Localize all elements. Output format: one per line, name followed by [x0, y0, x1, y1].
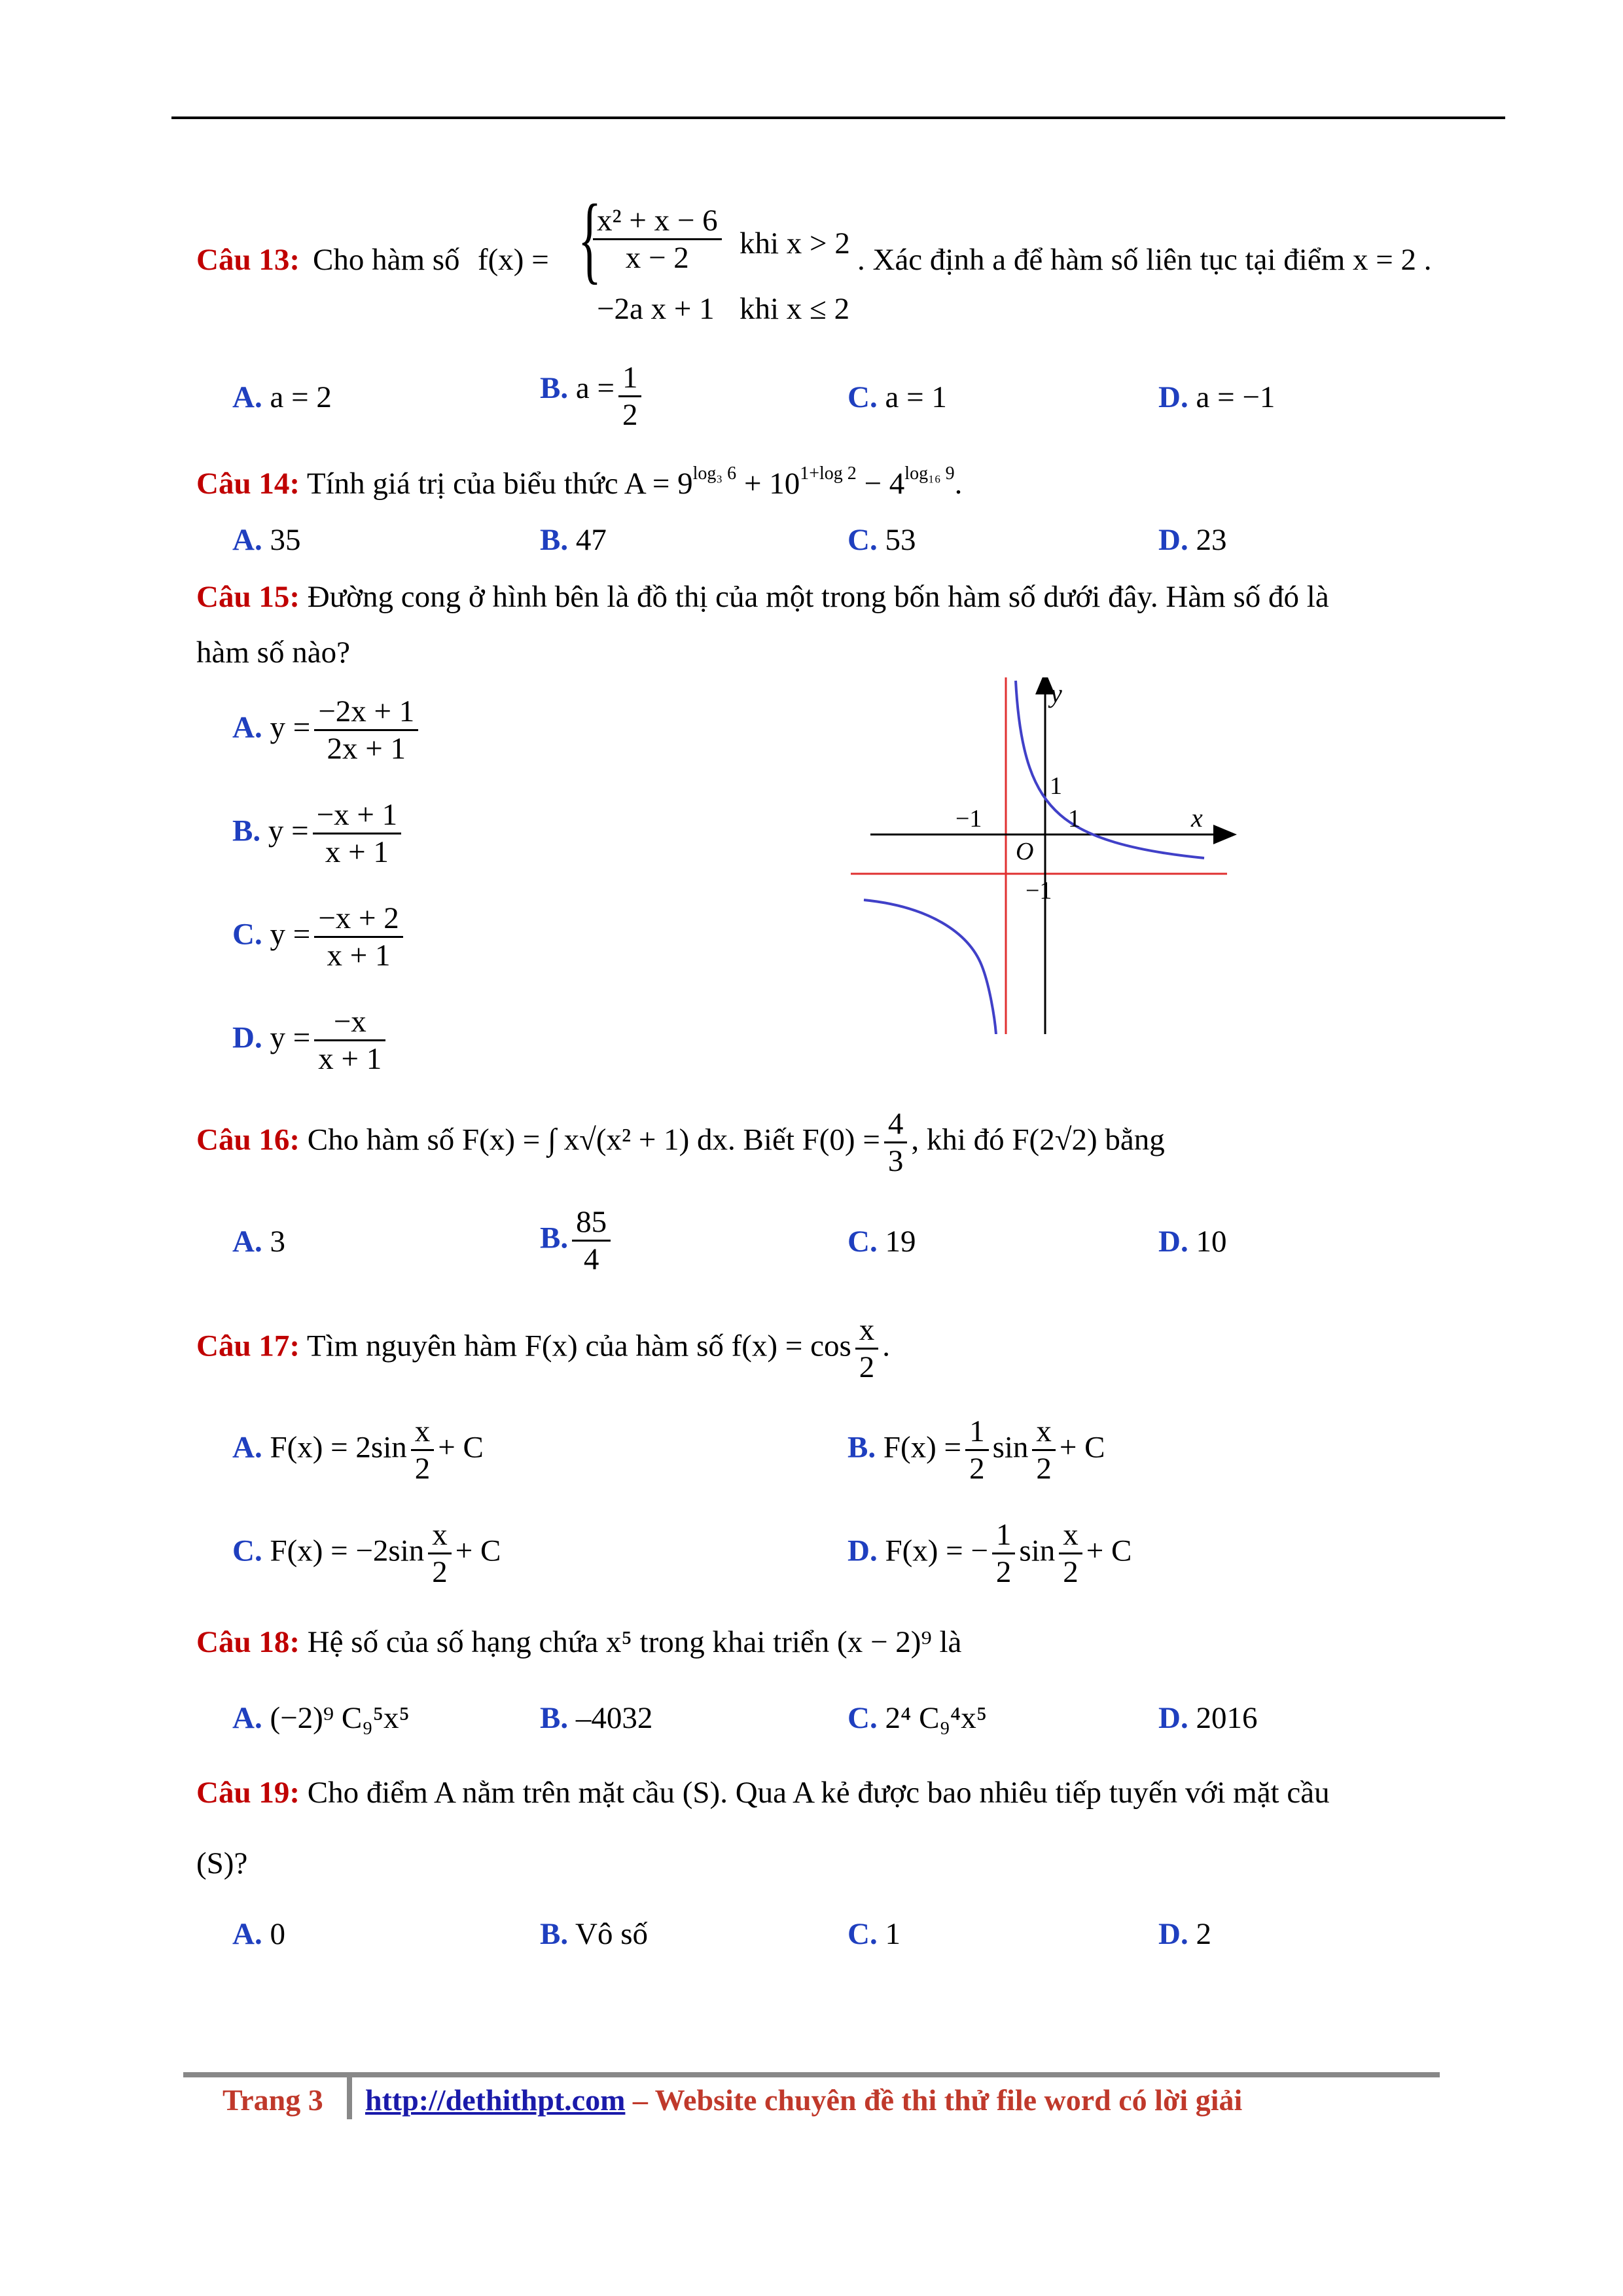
option-c[interactable]	[232, 1517, 501, 1590]
question-label: Câu 19:	[196, 1776, 300, 1810]
option-b[interactable]	[540, 1700, 652, 1736]
option-a[interactable]	[232, 1414, 484, 1486]
option-label: B.	[540, 523, 569, 557]
fraction-numerator: 1	[992, 1517, 1016, 1554]
fraction-denominator: 2	[995, 1555, 1012, 1590]
question-label: Câu 14:	[196, 467, 300, 501]
fraction-denominator: 2x + 1	[327, 732, 406, 766]
option-text: 47	[575, 523, 607, 557]
expression-end: .	[954, 467, 963, 501]
fraction-numerator: x	[1032, 1414, 1056, 1451]
option-text: 35	[270, 523, 301, 557]
option-text: 1	[885, 1917, 901, 1951]
fraction-numerator: x	[855, 1312, 879, 1350]
option-a[interactable]	[232, 522, 300, 558]
fraction-numerator: −x + 2	[314, 901, 403, 938]
question-label: Câu 16:	[196, 1122, 300, 1157]
option-label: A.	[232, 1917, 262, 1951]
option-label: B.	[540, 1221, 569, 1255]
option-text: 3	[270, 1225, 285, 1259]
question-16	[196, 1106, 1165, 1179]
option-d[interactable]	[1158, 522, 1226, 558]
question-19-line2: (S)?	[196, 1846, 248, 1880]
curve-left-branch	[864, 900, 996, 1034]
option-text: F(x) = −	[885, 1534, 988, 1568]
option-text-mid: sin	[1019, 1534, 1056, 1568]
fraction-numerator: −2x + 1	[314, 694, 418, 731]
option-label: C.	[847, 1917, 878, 1951]
tick-label-x-1: 1	[1068, 805, 1080, 833]
option-text: 53	[885, 523, 916, 557]
fraction-denominator: 2	[1036, 1452, 1052, 1486]
option-text-end: + C	[455, 1534, 501, 1568]
question-label: Câu 18:	[196, 1625, 300, 1659]
question-text: Cho hàm số	[313, 243, 460, 277]
piecewise-fraction	[593, 203, 722, 276]
question-14	[196, 463, 962, 501]
q18-options	[232, 1700, 1476, 1740]
footer-page-number	[223, 2083, 323, 2118]
option-coefficient	[992, 1517, 1016, 1590]
option-label: B.	[232, 814, 261, 848]
option-label: D.	[847, 1534, 878, 1568]
question-18	[196, 1624, 961, 1660]
option-fraction	[572, 1204, 611, 1277]
option-label: A.	[232, 1430, 262, 1465]
curve-right-branch	[1016, 681, 1204, 858]
option-label: A.	[232, 380, 262, 414]
question-label: Câu 13:	[196, 243, 300, 277]
option-text: (−2)⁹ C₉⁵x⁵	[270, 1701, 410, 1735]
option-a[interactable]	[232, 1700, 410, 1736]
option-label: C.	[847, 1701, 878, 1735]
case2-expression: −2a x + 1	[597, 292, 715, 326]
option-fraction	[313, 797, 402, 870]
option-label: D.	[1158, 380, 1188, 414]
fraction-denominator: x + 1	[325, 835, 389, 870]
option-label: D.	[1158, 1225, 1188, 1259]
fraction-denominator: 3	[887, 1144, 904, 1179]
tick-label-x-neg1: −1	[955, 805, 982, 833]
option-text: y =	[270, 917, 311, 952]
tick-label-y-1: 1	[1050, 772, 1062, 800]
option-text: y =	[270, 710, 311, 745]
question-19	[196, 1775, 1330, 1810]
question-text: Tính giá trị của biểu thức A = 9	[306, 467, 693, 501]
footer-rule	[183, 2072, 1440, 2077]
fraction-denominator: 4	[583, 1242, 599, 1277]
case2-condition: khi x ≤ 2	[740, 292, 850, 326]
option-text-end: + C	[1086, 1534, 1132, 1568]
option-label: A.	[232, 1225, 262, 1259]
option-text: 2016	[1196, 1701, 1258, 1735]
option-text-mid: sin	[992, 1430, 1029, 1465]
fraction-numerator: x	[1059, 1517, 1082, 1554]
fraction-denominator: x + 1	[318, 1042, 382, 1077]
footer-link[interactable]: http://dethithpt.com	[365, 2083, 626, 2117]
expression-part: − 4	[856, 467, 905, 501]
option-label: B.	[847, 1430, 876, 1465]
tick-label-y-neg1: −1	[1026, 877, 1052, 905]
option-c[interactable]	[847, 1916, 901, 1952]
case1-condition: khi x > 2	[740, 226, 850, 260]
option-a[interactable]	[232, 1916, 285, 1952]
option-fraction	[618, 360, 642, 433]
option-d[interactable]	[1158, 380, 1275, 415]
fraction-denominator: 2	[432, 1555, 448, 1590]
option-text: 10	[1196, 1225, 1227, 1259]
header-rule	[171, 117, 1505, 119]
origin-label: O	[1016, 838, 1034, 865]
option-label: C.	[232, 917, 262, 952]
option-label: D.	[1158, 523, 1188, 557]
option-text: y =	[270, 1020, 311, 1055]
option-b[interactable]	[232, 797, 405, 870]
exponent: log₃ 6	[692, 463, 737, 484]
option-a[interactable]	[232, 694, 422, 766]
option-b[interactable]	[540, 1204, 615, 1277]
fraction-denominator: 2	[969, 1452, 985, 1486]
option-text: F(x) =	[883, 1430, 962, 1465]
question-text: Cho hàm số F(x) = ∫ x√(x² + 1) dx. Biết F(0) =	[307, 1122, 880, 1157]
option-b[interactable]	[540, 360, 645, 433]
option-c[interactable]	[847, 1700, 987, 1736]
question-text: Hệ số của số hạng chứa x⁵ trong khai triển (x − 2)⁹ là	[307, 1625, 962, 1659]
option-text: a = 1	[885, 380, 947, 414]
question-text: Đường cong ở hình bên là đồ thị của một trong bốn hàm số dưới đây. Hàm số đó là	[307, 580, 1329, 614]
option-d[interactable]	[1158, 1916, 1211, 1952]
option-text-end: + C	[1059, 1430, 1105, 1465]
option-label: A.	[232, 523, 262, 557]
fraction-numerator: x	[428, 1517, 452, 1554]
option-label: D.	[1158, 1917, 1188, 1951]
fraction-denominator: 2	[414, 1452, 431, 1486]
fraction-numerator: 4	[884, 1106, 908, 1143]
option-text: 0	[270, 1917, 285, 1951]
option-d[interactable]	[232, 1004, 389, 1077]
q14-options	[232, 522, 1476, 562]
option-fraction	[1032, 1414, 1056, 1486]
fraction-numerator: 1	[618, 360, 642, 397]
option-label: B.	[540, 1917, 569, 1951]
option-coefficient	[965, 1414, 989, 1486]
option-text: 23	[1196, 523, 1227, 557]
option-fraction	[428, 1517, 452, 1590]
fraction-numerator: x² + x − 6	[593, 203, 722, 240]
option-text: 2	[1196, 1917, 1211, 1951]
question-label: Câu 15:	[196, 580, 300, 614]
option-b[interactable]	[540, 1916, 648, 1952]
option-d[interactable]	[1158, 1224, 1226, 1259]
page-number: Trang 3	[223, 2083, 323, 2117]
piecewise-brace: {	[578, 185, 601, 293]
y-axis-label: y	[1050, 679, 1062, 708]
fraction-denominator: 2	[859, 1350, 875, 1385]
option-label: B.	[540, 371, 569, 406]
option-label: D.	[1158, 1701, 1188, 1735]
expression-part: + 10	[736, 467, 800, 501]
option-label: B.	[540, 1701, 569, 1735]
function-graph	[851, 677, 1243, 1034]
option-label: A.	[232, 1701, 262, 1735]
option-text-end: + C	[438, 1430, 484, 1465]
footer	[365, 2083, 1242, 2118]
option-fraction	[314, 694, 418, 766]
option-b[interactable]	[540, 522, 607, 558]
fraction-denominator: x − 2	[625, 241, 689, 276]
q16-options	[232, 1204, 1476, 1289]
x-axis-label: x	[1191, 803, 1203, 833]
fraction-numerator: x	[411, 1414, 435, 1451]
question-text: Cho điểm A nằm trên mặt cầu (S). Qua A kẻ được bao nhiêu tiếp tuyến với mặt cầu	[307, 1776, 1330, 1810]
question-17	[196, 1312, 890, 1385]
option-c[interactable]	[847, 522, 916, 558]
option-b[interactable]	[847, 1414, 1105, 1486]
option-label: C.	[847, 1225, 878, 1259]
question-text-end: .	[882, 1329, 890, 1363]
q19-options	[232, 1916, 1476, 1956]
option-text: a =	[575, 371, 615, 406]
option-fraction	[314, 1004, 385, 1077]
question-15	[196, 579, 1329, 615]
fraction-denominator: x + 1	[327, 939, 391, 973]
option-text: F(x) = 2sin	[270, 1430, 407, 1465]
question-text-end: , khi đó F(2√2) bằng	[911, 1122, 1165, 1157]
option-d[interactable]	[847, 1517, 1132, 1590]
option-c[interactable]	[847, 1224, 916, 1259]
option-label: C.	[847, 523, 878, 557]
q13-options	[232, 360, 1476, 439]
option-c[interactable]	[847, 380, 947, 415]
option-label: C.	[847, 380, 878, 414]
option-fraction	[411, 1414, 435, 1486]
option-text: –4032	[575, 1701, 653, 1735]
fraction-numerator: −x + 1	[313, 797, 402, 834]
question-15-line2: hàm số nào?	[196, 636, 350, 670]
option-a[interactable]	[232, 1224, 285, 1259]
option-text: a = −1	[1196, 380, 1275, 414]
option-text: Vô số	[575, 1917, 648, 1951]
option-fraction	[314, 901, 403, 973]
function-name: f(x) =	[478, 243, 549, 277]
exponent: log₁₆ 9	[904, 463, 955, 484]
option-label: C.	[232, 1534, 262, 1568]
exponent: 1+log 2	[800, 463, 857, 484]
question-text: Tìm nguyên hàm F(x) của hàm số f(x) = cos	[306, 1329, 851, 1363]
question-fraction	[884, 1106, 908, 1179]
option-text: y =	[268, 814, 309, 848]
fraction-numerator: 1	[965, 1414, 989, 1451]
fraction-denominator: 2	[1063, 1555, 1079, 1590]
option-text: a = 2	[270, 380, 332, 414]
option-text: 19	[885, 1225, 916, 1259]
option-label: D.	[232, 1020, 262, 1055]
footer-divider	[347, 2072, 352, 2119]
question-label: Câu 17:	[196, 1329, 300, 1363]
option-label: A.	[232, 710, 262, 745]
question-text-end: . Xác định a để hàm số liên tục tại điểm x = 2 .	[857, 243, 1432, 277]
fraction-denominator: 2	[622, 398, 638, 433]
option-text: F(x) = −2sin	[270, 1534, 425, 1568]
footer-text: – Website chuyên đề thi thử file word có lời giải	[625, 2083, 1243, 2117]
option-c[interactable]	[232, 901, 407, 973]
option-text: 2⁴ C₉⁴x⁵	[885, 1701, 988, 1735]
option-fraction	[1059, 1517, 1082, 1590]
fraction-numerator: 85	[572, 1204, 611, 1242]
fraction-numerator: −x	[314, 1004, 385, 1041]
option-a[interactable]	[232, 380, 332, 415]
option-d[interactable]	[1158, 1700, 1257, 1736]
question-fraction	[855, 1312, 879, 1385]
